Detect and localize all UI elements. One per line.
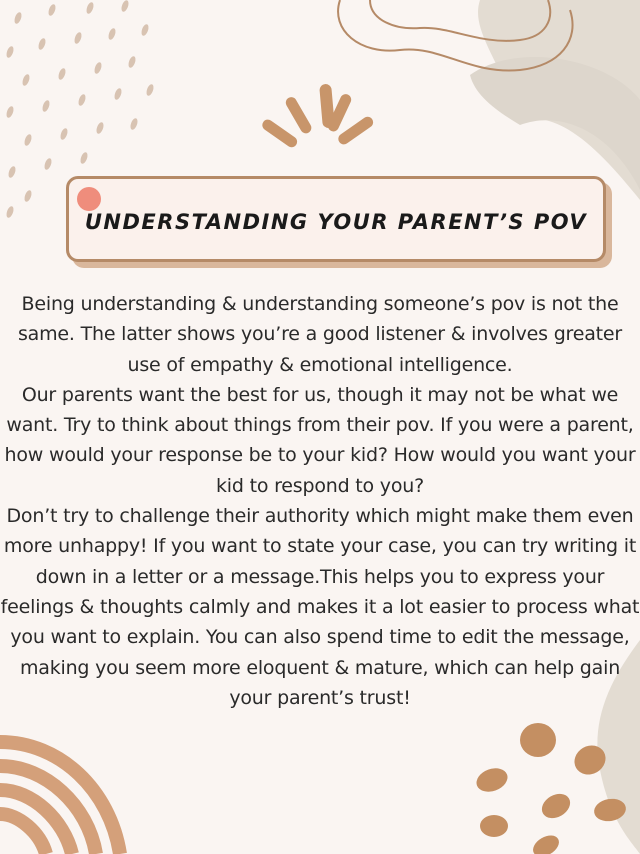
rainbow-arcs — [0, 742, 120, 854]
title-card — [66, 176, 606, 262]
sunburst-icon — [260, 84, 375, 150]
paragraph-1: Being understanding & understanding someone’s pov is not the same. The latter shows you’re a good listener & involves greater use of empathy & emotional intelligence. — [17, 293, 623, 376]
body-text — [0, 289, 640, 713]
page-title: UNDERSTANDING YOUR PARENT’S POV — [84, 210, 588, 234]
coral-dot-icon — [77, 187, 101, 211]
paragraph-3: Don’t try to challenge their authority which might make them even more unhappy! If you want to state your case, you can try writing it down in a letter or a message.This helps you to express your feelings & thoughts calmly and makes it a lot easier to process what you want to explain. You can also spend time to edit the message, making you seem more eloquent & mature, which can help gain your parent’s trust! — [0, 505, 640, 709]
paragraph-2: Our parents want the best for us, though it may not be what we want. Try to think about things from their pov. If you were a parent, how would your response be to your kid? How would you want your kid to respond to you? — [4, 383, 636, 497]
